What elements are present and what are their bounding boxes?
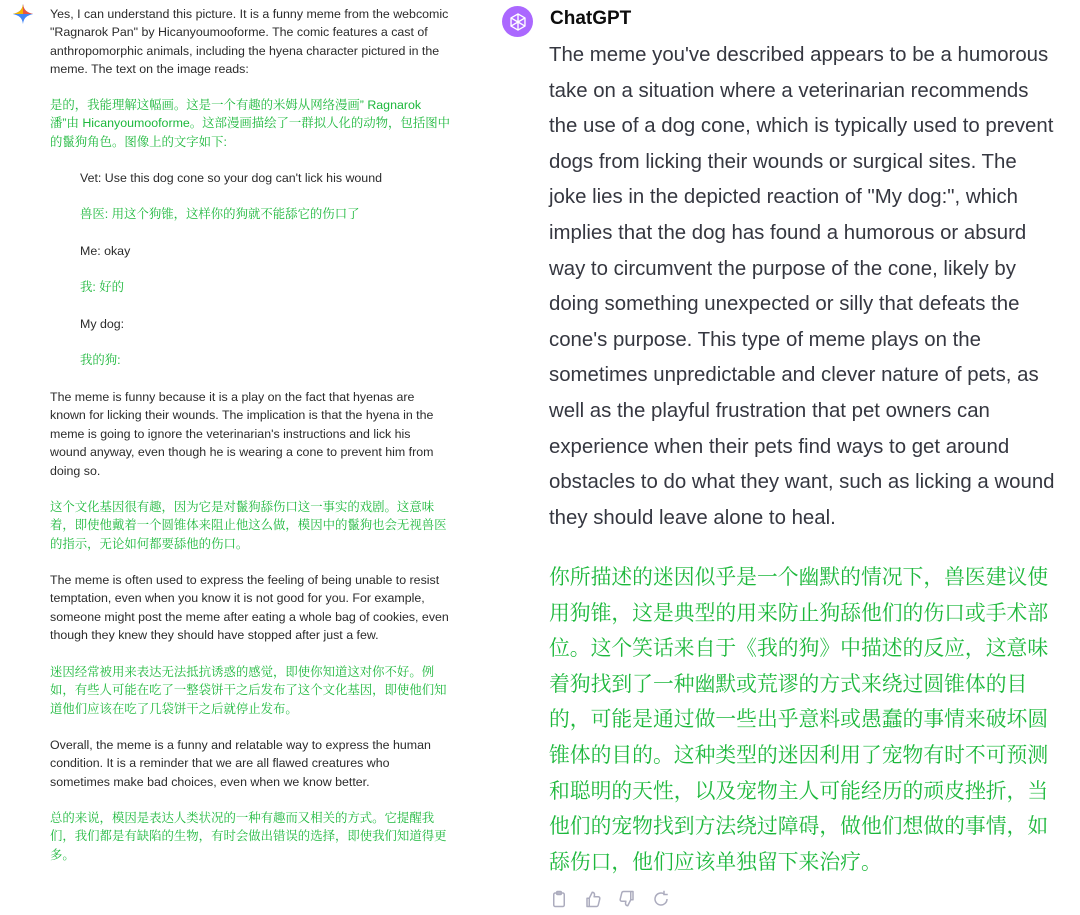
message-actions: [550, 890, 670, 908]
gemini-paragraph-4-zh: 总的来说，模因是表达人类状况的一种有趣而又相关的方式。它提醒我们，我们都是有缺陷的生物，有时会做出错误的选择，即使我们知道得更多。: [50, 811, 447, 862]
chatgpt-response-zh: 你所描述的迷因似乎是一个幽默的情况下，兽医建议使用狗锥，这是典型的用来防止狗舔他们的伤口或手术部位。这个笑话来自于《我的狗》中描述的反应，这意味着狗找到了一种幽默或荒谬的方式来绕过圆锥体的目的，可能是通过做一些出乎意料或愚蠢的事情来破坏圆锥体的目的。这种类型的迷因利用了宠物有时不可预测和聪明的天性，以及宠物主人可能经历的顽皮挫折，当他们的宠物找到方法绕过障碍，做他们想做的事情，如舔伤口，他们应该单独留下来治疗。: [549, 566, 1049, 874]
gemini-response-panel: [0, 0, 470, 915]
quote-me-en: Me: okay: [80, 244, 131, 258]
gemini-paragraph-2-zh: 这个文化基因很有趣，因为它是对鬣狗舔伤口这一事实的戏剧。这意味着，即使他戴着一个圆锥体来阻止他这么做，模因中的鬣狗也会无视兽医的指示，无论如何都要舔他的伤口。: [50, 500, 447, 551]
gemini-paragraph-2-en: The meme is funny because it is a play on the fact that hyenas are known for licking their wounds. The implication is that the hyena in the meme is going to ignore the veterinarian's instructions and lick his wound anyway, even though he is wearing a cone to prevent him from doing so.: [50, 390, 434, 478]
gemini-paragraph-1-zh: 是的，我能理解这幅画。这是一个有趣的米姆从网络漫画” Ragnarok 潘”由 Hicanyoumooforme。这部漫画描绘了一群拟人化的动物，包括图中的鬣狗角色。图像上的文字如下:: [50, 98, 450, 149]
gemini-paragraph-3-en: The meme is often used to express the feeling of being unable to resist temptation, even when you know it is not good for you. For example, someone might post the meme after eating a whole bag of cookies, even though they knew they should have stopped after just a few.: [50, 573, 449, 643]
quote-vet-zh: 兽医: 用这个狗锥，这样你的狗就不能舔它的伤口了: [80, 207, 360, 221]
gemini-sparkle-icon: [12, 3, 34, 25]
openai-logo-icon: [507, 11, 529, 33]
thumbs-up-icon[interactable]: [584, 890, 602, 908]
gemini-paragraph-1-en: Yes, I can understand this picture. It is a funny meme from the webcomic "Ragnarok Pan" by Hicanyoumooforme. The comic features a cast of anthropomorphic animals, including the hyena character pictured in the meme. The text on the image reads:: [50, 7, 449, 77]
quote-vet-en: Vet: Use this dog cone so your dog can't lick his wound: [80, 171, 382, 185]
clipboard-icon[interactable]: [550, 890, 568, 908]
chatgpt-response-panel: [490, 0, 1080, 915]
quote-me-zh: 我: 好的: [80, 280, 125, 294]
chatgpt-avatar: [502, 6, 533, 37]
thumbs-down-icon[interactable]: [618, 890, 636, 908]
chatgpt-response-en: The meme you've described appears to be a humorous take on a situation where a veterinarian recommends the use of a dog cone, which is typically used to prevent dogs from licking their wounds or surgical sites. The joke lies in the depicted reaction of "My dog:", which implies that the dog has found a humorous or absurd way to circumvent the purpose of the cone, likely by doing something unexpected or silly that defeats the cone's purpose. This type of meme plays on the sometimes unpredictable and clever nature of pets, as well as the playful frustration that pet owners can experience when their pets find ways to get around obstacles to do what they want, such as licking a wound they should leave alone to heal.: [549, 44, 1055, 529]
gemini-paragraph-3-zh: 迷因经常被用来表达无法抵抗诱惑的感觉，即使你知道这对你不好。例如，有些人可能在吃了一整袋饼干之后发布了这个文化基因，即使他们知道他们应该在吃了几袋饼干之后就停止发布。: [50, 665, 447, 716]
quote-dog-zh: 我的狗:: [80, 353, 121, 367]
quote-dog-en: My dog:: [80, 317, 125, 331]
regenerate-icon[interactable]: [652, 890, 670, 908]
chatgpt-name: ChatGPT: [550, 8, 632, 29]
gemini-paragraph-4-en: Overall, the meme is a funny and relatable way to express the human condition. It is a reminder that we are all flawed creatures who sometimes make bad choices, even when we know better.: [50, 738, 431, 789]
